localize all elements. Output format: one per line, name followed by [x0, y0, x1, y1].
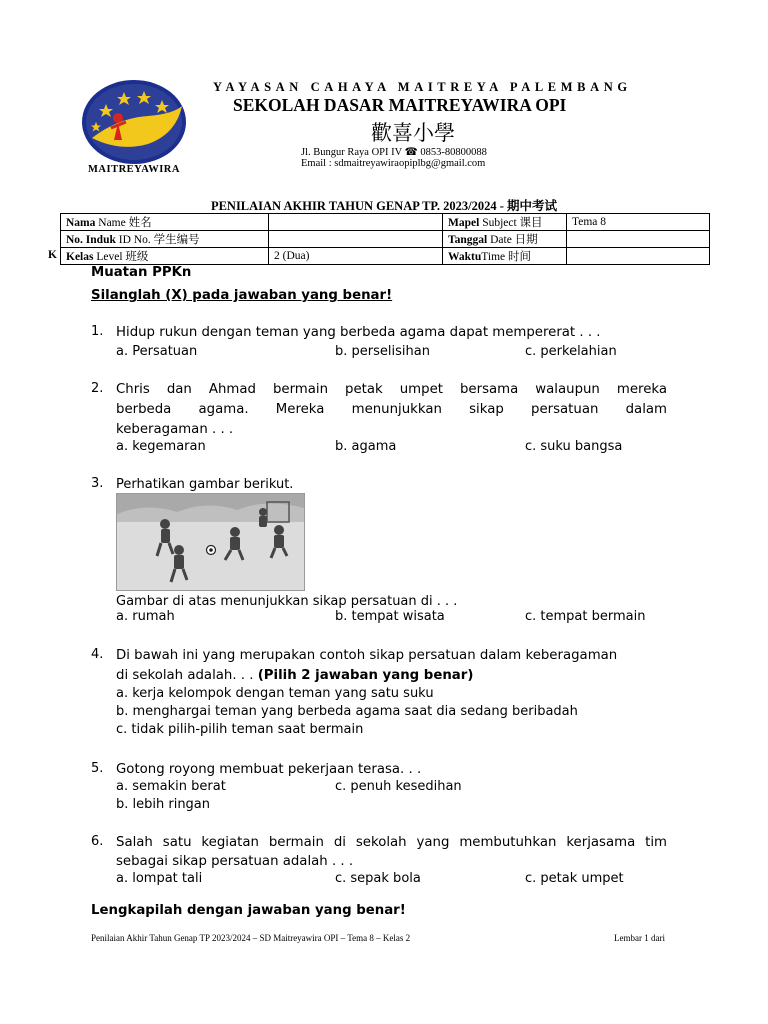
answer-option[interactable]: a. kerja kelompok dengan teman yang satu suku: [116, 686, 434, 701]
question-text-line: berbeda agama. Mereka menunjukkan sikap persatuan dalam: [116, 402, 667, 417]
question-number: 2.: [91, 381, 104, 396]
question-caption: Gambar di atas menunjukkan sikap persatuan di . . .: [116, 594, 458, 609]
subject-label: Mapel Subject 课目: [443, 214, 567, 231]
answer-option[interactable]: b. lebih ringan: [116, 797, 211, 812]
answer-option[interactable]: a. kegemaran: [116, 439, 206, 454]
answer-option[interactable]: a. semakin berat: [116, 779, 226, 794]
date-field[interactable]: [567, 231, 710, 248]
answer-option[interactable]: a. rumah: [116, 609, 175, 624]
time-label: WaktuTime 时间: [443, 248, 567, 265]
logo-text: MAITREYAWIRA: [88, 164, 180, 175]
question-text-line: di sekolah adalah. . . (Pilih 2 jawaban yang benar): [116, 668, 474, 683]
instruction-heading: Silanglah (X) pada jawaban yang benar!: [91, 288, 393, 303]
school-name: SEKOLAH DASAR MAITREYAWIRA OPI: [233, 95, 567, 115]
answer-option[interactable]: a. Persatuan: [116, 344, 198, 359]
table-row: [61, 214, 710, 231]
id-label: No. Induk ID No. 学生编号: [61, 231, 269, 248]
answer-option[interactable]: c. perkelahian: [525, 344, 617, 359]
children-playing-football-illustration: [116, 493, 305, 591]
name-field[interactable]: [269, 214, 443, 231]
question-number: 1.: [91, 324, 104, 339]
question-number: 6.: [91, 834, 104, 849]
question-text-line: sebagai sikap persatuan adalah . . .: [116, 854, 354, 869]
question-number: 5.: [91, 761, 104, 776]
foundation-name: YAYASAN CAHAYA MAITREYA PALEMBANG: [213, 80, 632, 94]
answer-option[interactable]: b. perselisihan: [335, 344, 430, 359]
answer-option[interactable]: b. menghargai teman yang berbeda agama saat dia sedang beribadah: [116, 704, 578, 719]
section-instruction: Lengkapilah dengan jawaban yang benar!: [91, 903, 406, 918]
question-number: 4.: [91, 647, 104, 662]
question-text-line: Salah satu kegiatan bermain di sekolah yang membutuhkan kerjasama tim: [116, 835, 667, 850]
school-email: Email : sdmaitreyawiraopiplbg@gmail.com: [301, 158, 486, 169]
school-logo: [78, 78, 190, 178]
answer-option[interactable]: c. tempat bermain: [525, 609, 646, 624]
date-label: Tanggal Date 日期: [443, 231, 567, 248]
time-field[interactable]: [567, 248, 710, 265]
question-text-line: Di bawah ini yang merupakan contoh sikap persatuan dalam keberagaman: [116, 648, 618, 663]
page-number: Lembar 1 dari: [614, 933, 665, 943]
name-label: Nama Name 姓名: [61, 214, 269, 231]
question-text-line: Chris dan Ahmad bermain petak umpet bersama walaupun mereka: [116, 382, 667, 397]
question-text: Gotong royong membuat pekerjaan terasa. . .: [116, 762, 422, 777]
subject-heading: Muatan PPKn: [91, 265, 192, 280]
table-row: [61, 231, 710, 248]
class-value: 2 (Dua): [269, 248, 443, 265]
question-text: Hidup rukun dengan teman yang berbeda agama dapat mempererat . . .: [116, 325, 601, 340]
table-row: [61, 248, 710, 265]
subject-value: Tema 8: [567, 214, 710, 231]
exam-title: PENILAIAN AKHIR TAHUN GENAP TP. 2023/2024 - 期中考试: [210, 199, 558, 213]
id-field[interactable]: [269, 231, 443, 248]
question-text: Perhatikan gambar berikut.: [116, 477, 294, 492]
answer-option[interactable]: c. tidak pilih-pilih teman saat bermain: [116, 722, 364, 737]
page-footer: Penilaian Akhir Tahun Genap TP 2023/2024 – SD Maitreyawira OPI – Tema 8 – Kelas 2: [91, 933, 411, 943]
answer-option[interactable]: b. tempat wisata: [335, 609, 445, 624]
answer-option[interactable]: b. agama: [335, 439, 397, 454]
school-address: Jl. Bungur Raya OPI IV ☎ 0853-80800088: [301, 147, 487, 158]
answer-option[interactable]: c. petak umpet: [525, 871, 624, 886]
question-text-line: keberagaman . . .: [116, 422, 234, 437]
label-fragment: K: [48, 249, 57, 261]
answer-option[interactable]: c. sepak bola: [335, 871, 421, 886]
answer-option[interactable]: c. suku bangsa: [525, 439, 623, 454]
class-label: Kelas Level 班级: [61, 248, 269, 265]
question-number: 3.: [91, 476, 104, 491]
school-chinese-name: 歡喜小學: [371, 121, 455, 145]
student-info-table: [60, 213, 710, 265]
answer-option[interactable]: a. lompat tali: [116, 871, 203, 886]
answer-option[interactable]: c. penuh kesedihan: [335, 779, 462, 794]
